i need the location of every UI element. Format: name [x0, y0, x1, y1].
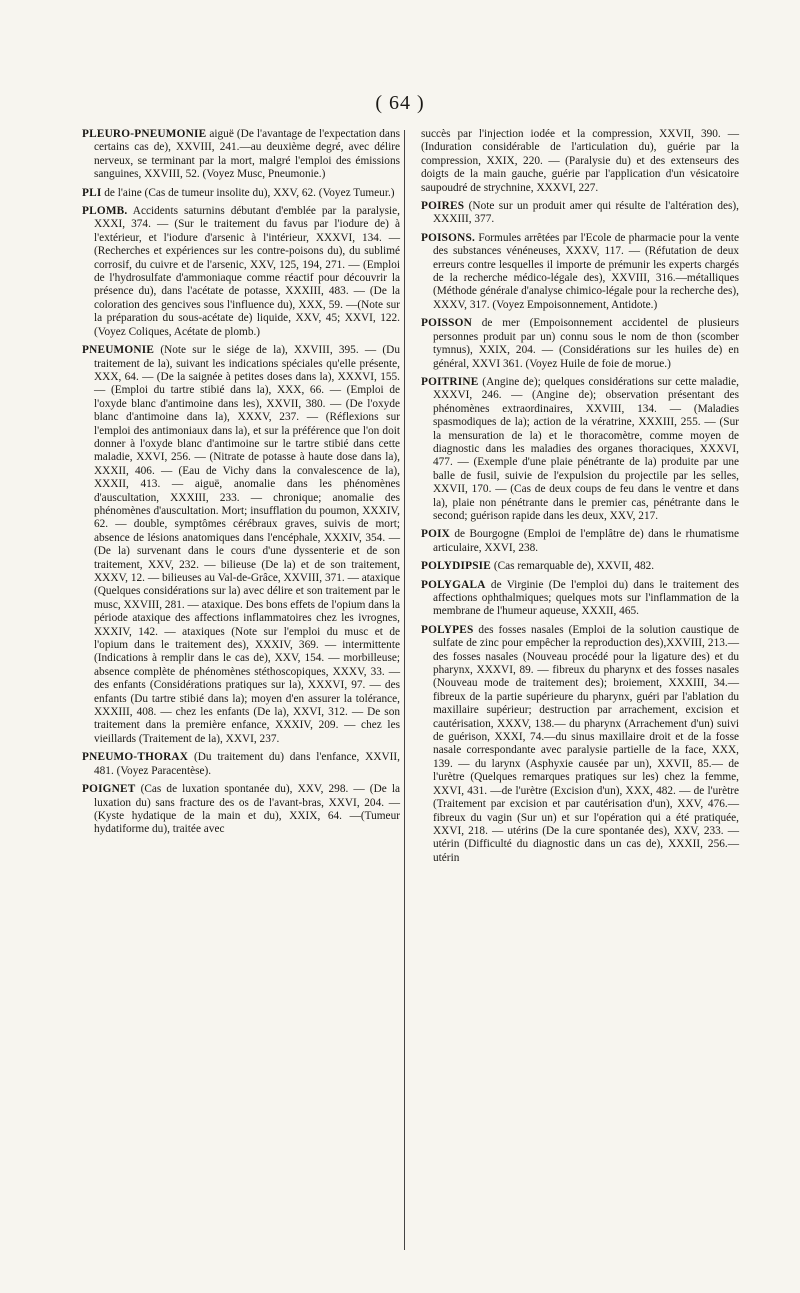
entry-headword: PLEURO-PNEUMONIE [82, 128, 207, 140]
entry-headword: POISONS. [421, 231, 476, 244]
entry-text: succès par l'injection iodée et la compression, XXVII, 390. — (Induration considérable de l'articulation du), guérie par la compression, XXIX, 220. — (Paralysie du) et des extenseurs des doigts de la main gauche, guérie par l'application d'un vésicatoire saupoudré de strychnine, XXXVI, 227. [421, 128, 739, 194]
entry-text: (Note sur le siége de la), XXVIII, 395. — (Du traitement de la), suivant les indications spéciales qu'elle présente, XXX, 64. — (De la saignée à petites doses dans la), XXXVI, 155. — (Emploi du tartre stibié dans la), XXX, 66. — (Emploi de l'oxyde blanc d'antimoine dans les), XXVII, 380. — (De l'oxyde blanc d'antimoine dans la), XXXV, 237. — (Réflexions sur l'emploi des antimoniaux dans la), et sur la préférence que l'on doit donner à l'oxyde blanc d'antimoine sur le tartre stibié dans cette maladie, XXVI, 256. — (Nitrate de potasse à haute dose dans la), XXXII, 406. — (Eau de Vichy dans la convalescence de la), XXXII, 413. — aiguë, anomalie dans les phénomènes d'auscultation, XXXIII, 233. — chronique; anomalie des phénomènes d'auscultation. Mort; insufflation du poumon, XXXIV, 62. — double, symptômes cérébraux graves, suivis de mort; absence de lésions anatomiques dans l'encéphale, XXXIV, 354. — (De la) survenant dans le cours d'une dyssenterie et de son traitement, XXV, 232. — bilieuse (De la) et de son traitement, XXXV, 12. — bilieuses au Val-de-Grâce, XXVIII, 371. — ataxique (Quelques considérations sur la) avec délire et son traitement par le musc, XXVIII, 281. — ataxique. Des bons effets de l'opium dans la période ataxique des affections inflammatoires chez les ivrognes, XXXIV, 142. — ataxiques (Note sur l'emploi du musc et de l'opium dans le traitement des), XXXIV, 369. — intermittente (Indications à remplir dans le cas de), XXV, 154. — morbilleuse; absence complète de phénomènes stéthoscopiques, XXXV, 33. — des enfants (Considérations pratiques sur la), XXXVI, 97. — des enfants (Du tartre stibié dans la); moyen d'en assurer la tolérance, XXXIII, 408. — chez les enfants (De la), XXVI, 312. — De son traitement dans la première enfance, XXXIV, 209. — chez les vieillards (Traitement de la), XXVI, 237. [94, 344, 400, 745]
index-entry [421, 579, 739, 619]
index-entry [82, 751, 400, 778]
entry-headword: PNEUMONIE [82, 344, 155, 357]
entry-headword: POIX [421, 528, 451, 541]
page-number: ( 64 ) [375, 92, 425, 114]
entry-headword: POLYDIPSIE [421, 560, 492, 573]
index-entry [82, 344, 400, 746]
entry-text: de Virginie (De l'emploi du) dans le traitement des affections ophthalmiques; quelques mots sur l'inflammation de la membrane de l'humeur aqueuse, XXXII, 465. [433, 578, 739, 618]
entry-text: de Bourgogne (Emploi de l'emplâtre de) dans le rhumatisme articulaire, XXVI, 238. [433, 528, 739, 554]
entry-text: (Angine de); quelques considérations sur cette maladie, XXXVI, 246. — (Angine de); observation présentant des phénomènes extraordinaires, XXVIII, 134. — (Maladies spasmodiques de la); action de la vératrine, XXXIII, 255. — (Sur la mensuration de la) et le thoracomètre, comme moyen de diagnostic dans les maladies des organes thoraciques, XXXVI, 477. — (Exemple d'une plaie pénétrante de la) produite par une balle de fusil, suivie de l'expulsion du projectile par les selles, XXVII, 170. — (Cas de deux coups de feu dans le ventre et dans la), plaie non pénétrante dans le premier cas, pénétrante dans le second; guérison rapide dans les deux, XXV, 217. [433, 375, 739, 522]
entry-text: de l'aine (Cas de tumeur insolite du), XXV, 62. (Voyez Tumeur.) [101, 186, 395, 199]
index-entry [421, 376, 739, 523]
entry-text: Accidents saturnins débutant d'emblée par la paralysie, XXXI, 374. — (Sur le traitement du favus par l'iodure de) à l'extérieur, et l'iodure d'arsenic à l'intérieur, XXXVI, 134. — (Recherches et expériences sur les contre-poisons du), du sublimé corrosif, du cuivre et de l'arsenic, XXV, 125, 194, 271. — (Emploi de l'hydrosulfate d'ammoniaque comme réactif pour découvrir la présence du), dans l'acétate de potasse, XXXIII, 483. — (De la coloration des gencives sous l'influence du), XXX, 59. —(Note sur la préparation du sous-acétate de) liquide, XXV, 45; XXVI, 122. (Voyez Coliques, Acétate de plomb.) [94, 205, 400, 338]
left-column [82, 128, 400, 842]
entry-headword: PLOMB. [82, 205, 128, 218]
entry-text: (Du traitement du) dans l'enfance, XXVII, 481. (Voyez Paracentèse). [94, 751, 400, 777]
index-entry [82, 128, 400, 182]
entry-headword: POIRES [421, 200, 465, 213]
index-entry [421, 528, 739, 555]
entry-text: des fosses nasales (Emploi de la solution caustique de sulfate de zinc pour empêcher la reproduction des),XXVIII, 213.— des fosses nasales (Nouveau procédé pour la ligature des) et du pharynx, XXXVI, 89. — fibreux du pharynx et des fosses nasales (Nouveau mode de traitement des); broiement, XXXIII, 34.— fibreux de la partie supérieure du pharynx, guéri par l'ablation du maxillaire supérieur; destruction par arrachement, excision et cautérisation, XXXV, 138.— du pharynx (Arrachement d'un) suivi de guérison, XXXI, 74.—du sinus maxillaire droit et de la fosse nasale correspondante avec paralysie partielle de la face, XXX, 139. — du larynx (Asphyxie causée par un), XXVII, 85.— de l'urètre (Quelques remarques pratiques sur les) chez la femme, XXVI, 431. —de l'urètre (Excision d'un), XXX, 482. — de l'urètre (Traitement par excision et par cautérisation d'un), XXV, 476.— fibreux du vagin (Sur un) et sur l'opération qui a été pratiquée, XXVI, 218. — utérins (De la cure spontanée des), XXV, 233. — utérin (Difficulté du diagnostic dans un cas de), XXXII, 256.— utérin [433, 623, 739, 864]
index-entry [421, 232, 739, 312]
index-entry [421, 317, 739, 371]
entry-headword: PNEUMO-THORAX [82, 751, 189, 764]
index-entry [82, 187, 400, 200]
index-entry [82, 783, 400, 837]
entry-headword: POLYGALA [421, 578, 486, 591]
index-entry [421, 200, 739, 227]
index-entry [421, 624, 739, 865]
entry-headword: POISSON [421, 317, 472, 330]
entry-headword: POITRINE [421, 375, 479, 388]
index-entry [421, 560, 739, 573]
entry-headword: POLYPES [421, 623, 474, 636]
column-divider [404, 130, 405, 1250]
entry-text: (Cas de luxation spontanée du), XXV, 298. — (De la luxation du) sans fracture des os de l'avant-bras, XXVI, 204. — (Kyste hydatique de la main et du), XXIX, 64. —(Tumeur hydatiforme du), traitée avec [94, 783, 400, 836]
right-column [421, 128, 739, 870]
entry-text: de mer (Empoisonnement accidentel de plusieurs personnes produit par un) connu sous le nom de thon (scomber tymnus), XXIX, 204. — (Considérations sur les huiles de) en général, XXVI 361. (Voyez Huile de foie de morue.) [433, 317, 739, 370]
entry-text: Formules arrêtées par l'Ecole de pharmacie pour la vente des substances vénéneuses, XXXV, 117. — (Réfutation de deux erreurs contre lesquelles il importe de prémunir les experts chargés de la recherche médico-légale des), XXVIII, 316.—métalliques (Méthode générale d'analyse chimico-légale pour la recherche des), XXXV, 317. (Voyez Empoisonnement, Antidote.) [433, 231, 739, 311]
index-entry [82, 205, 400, 339]
entry-text: (Note sur un produit amer qui résulte de l'altération des), XXXIII, 377. [433, 200, 739, 226]
entry-text: (Cas remarquable de), XXVII, 482. [491, 560, 655, 573]
entry-headword: PLI [82, 186, 102, 199]
entry-headword: POIGNET [82, 783, 136, 796]
index-entry [421, 128, 739, 195]
entry-text: aiguë (De l'avantage de l'expectation dans certains cas de), XXVIII, 241.—au deuxième degré, avec délire nerveux, se terminant par la mort, malgré l'emploi des émissions sanguines, XXVIII, 52. (Voyez Musc, Pneumonie.) [94, 128, 400, 181]
